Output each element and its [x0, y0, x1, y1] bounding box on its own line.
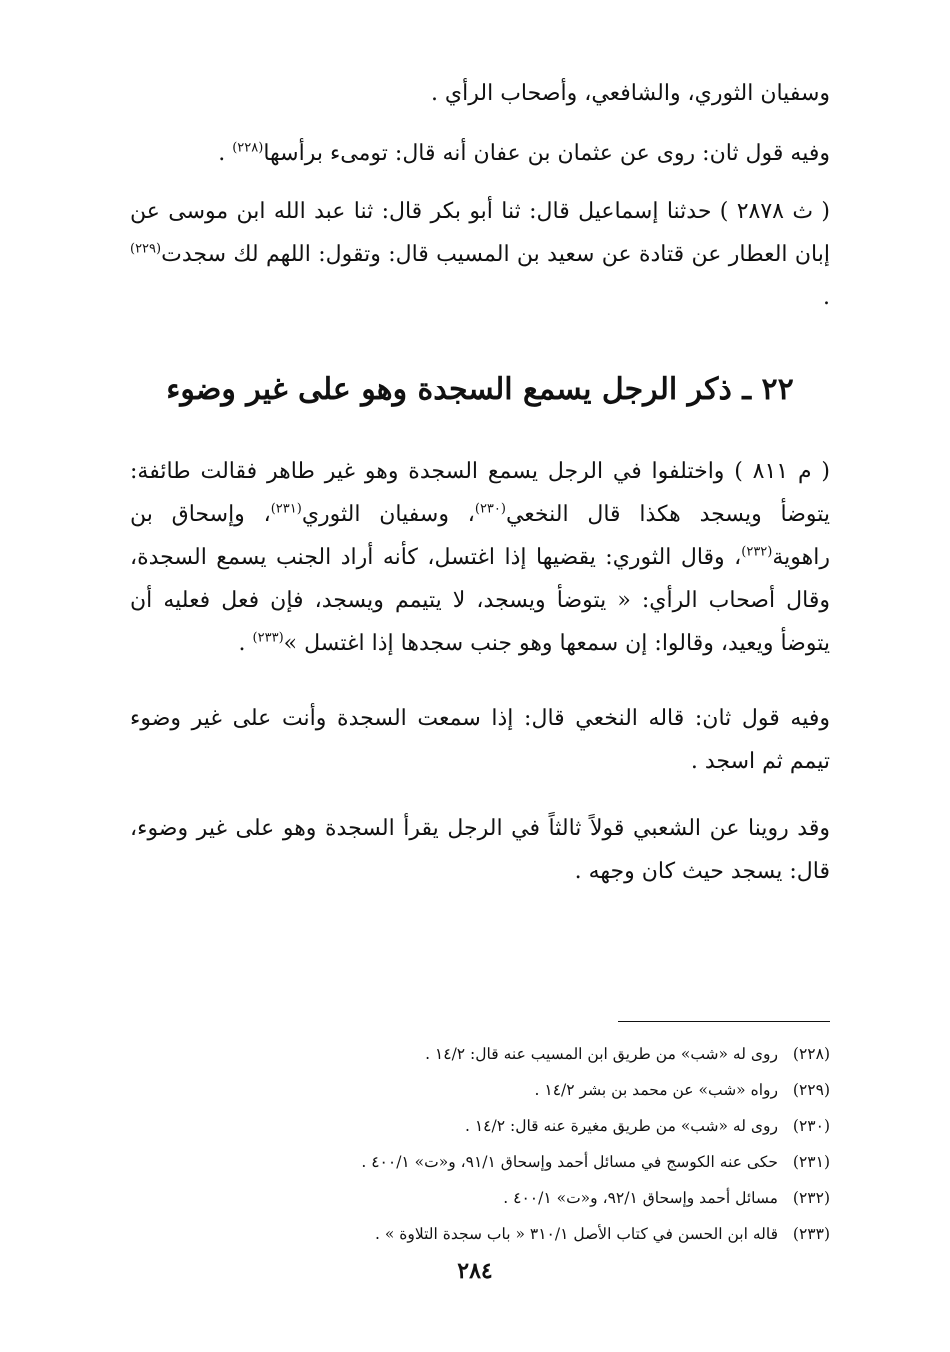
footnote-item	[130, 1180, 830, 1216]
paragraph-continuation	[130, 72, 830, 115]
paragraph-text: ، وسفيان الثوري	[301, 502, 475, 527]
footnote-text: روى له «شب» من طريق مغيرة عنه قال: ١٤/٢ .	[464, 1117, 778, 1135]
footnote-ref: (٢٢٩)	[130, 241, 162, 257]
footnote-item	[130, 1216, 830, 1252]
footnote-text: رواه «شب» عن محمد بن بشر ١٤/٢ .	[534, 1081, 778, 1099]
footnote-ref: (٢٣٢)	[741, 544, 773, 560]
paragraph-text: وقد روينا عن الشعبي قولاً ثالثاً في الرجل يقرأ السجدة وهو على غير وضوء، قال: يسجد حيث كان وجهه .	[130, 816, 830, 884]
footnote-separator	[618, 1021, 830, 1022]
footnote-ref: (٢٢٨)	[232, 140, 264, 156]
footnote-text: روى له «شب» من طريق ابن المسيب عنه قال: ١٤/٢ .	[425, 1045, 778, 1063]
paragraph-second-opinion-2	[130, 697, 830, 783]
section-heading: ٢٢ ـ ذكر الرجل يسمع السجدة وهو على غير وضوء	[166, 372, 794, 407]
footnote-text: حكى عنه الكوسج في مسائل أحمد وإسحاق ٩١/١، و«ت» ٤٠٠/١ .	[361, 1153, 778, 1171]
footnote-item	[130, 1072, 830, 1108]
paragraph-text: وسفيان الثوري، والشافعي، وأصحاب الرأي .	[430, 81, 830, 106]
footnotes	[130, 1036, 830, 1252]
footnote-ref: (٢٣٣)	[252, 630, 284, 646]
paragraph-text: وفيه قول ثان: قاله النخعي قال: إذا سمعت السجدة وأنت على غير وضوء تيمم ثم اسجد .	[130, 706, 830, 774]
paragraph-end: .	[823, 285, 830, 310]
footnote-ref: (٢٣٠)	[474, 501, 506, 517]
footnote-item	[130, 1108, 830, 1144]
paragraph-disagreement	[130, 450, 830, 665]
paragraph-text: ( م ٨١١ ) واختلفوا في الرجل يسمع السجدة وهو غير طاهر فقالت طائفة: يتوضأ ويسجد هكذا قال النخعي	[130, 459, 830, 527]
footnote-number: (٢٣٣)	[792, 1225, 830, 1243]
paragraph-text: ، وإسحاق بن راهوية	[130, 502, 830, 570]
footnote-ref: (٢٣١)	[270, 501, 302, 517]
footnote-number: (٢٢٩)	[792, 1081, 830, 1099]
footnote-item	[130, 1144, 830, 1180]
page-number: ٢٨٤	[457, 1258, 493, 1284]
footnote-item	[130, 1036, 830, 1072]
paragraph-text: ( ث ٢٨٧٨ ) حدثنا إسماعيل قال: ثنا أبو بكر قال: ثنا عبد الله ابن موسى عن إبان العطار عن قتادة عن سعيد بن المسيب قال: وتقول: اللهم لك سجدت	[130, 199, 831, 267]
footnote-text: مسائل أحمد وإسحاق ٩٢/١، و«ت» ٤٠٠/١ .	[503, 1189, 778, 1207]
paragraph-second-opinion	[130, 132, 830, 175]
paragraph-end: .	[218, 141, 233, 166]
footnote-number: (٢٣٠)	[792, 1117, 830, 1135]
paragraph-third-opinion	[130, 807, 830, 893]
footnote-number: (٢٣٢)	[792, 1189, 830, 1207]
footnote-number: (٢٣١)	[792, 1153, 830, 1171]
paragraph-end: .	[238, 631, 253, 656]
paragraph-text: وفيه قول ثان: روى عن عثمان بن عفان أنه قال: تومىء برأسها	[263, 141, 830, 166]
footnote-text: قاله ابن الحسن في كتاب الأصل ٣١٠/١ « باب سجدة التلاوة » .	[375, 1225, 778, 1243]
paragraph-text: ، وقال الثوري: يقضيها إذا اغتسل، كأنه أراد الجنب يسمع السجدة، وقال أصحاب الرأي: « يتوضأ ويسجد، لا يتيمم ويسجد، فإن فعل فعليه أن يتوضأ ويعيد، وقالوا: إن سمعها وهو جنب سجدها إذا اغتسل »	[130, 545, 830, 656]
paragraph-hadith	[130, 190, 830, 319]
footnote-number: (٢٢٨)	[792, 1045, 830, 1063]
